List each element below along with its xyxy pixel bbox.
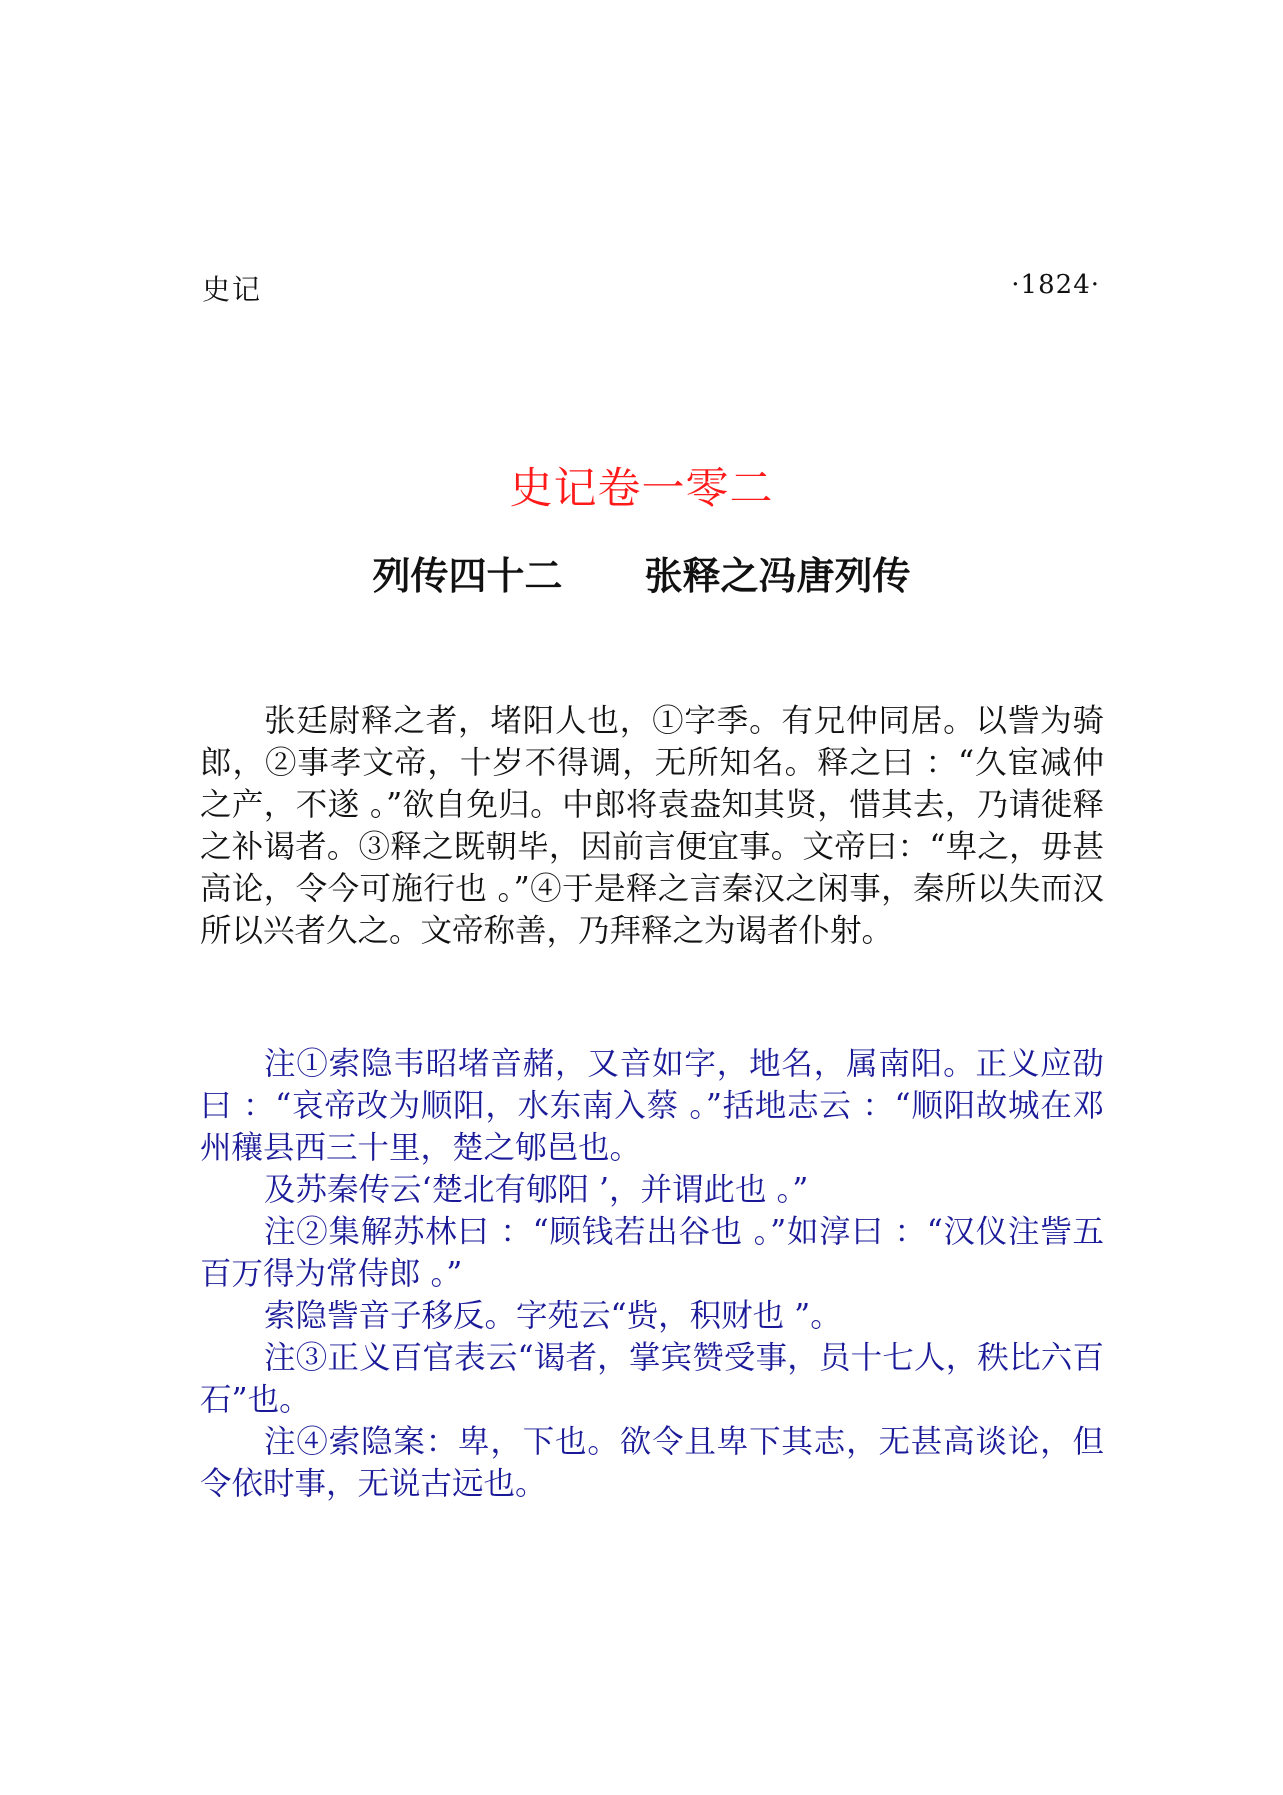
note-3: 注③正义百官表云“谒者，掌宾赞受事，员十七人，秩比六百石”也。 <box>200 1340 1104 1418</box>
chapter-name: 张释之冯唐列传 <box>644 554 911 598</box>
annotations <box>200 1043 1104 1505</box>
running-header <box>202 268 1100 308</box>
book-title: 史记 <box>202 273 263 306</box>
note-4: 注④索隐案：卑，下也。欲令且卑下其志，无甚高谈论，但令依时事，无说古远也。 <box>200 1424 1104 1502</box>
chapter-subtitle <box>0 545 1283 600</box>
note-1: 注①索隐韦昭堵音赭，又音如字，地名，属南阳。正义应劭曰 ：“哀帝改为顺阳，水东南入蔡 。”括地志云 ：“顺阳故城在邓州穰县西三十里，楚之郇邑也。 <box>200 1046 1104 1166</box>
note-1-continued: 及苏秦传云‘楚北有郇阳 ’，并谓此也 。” <box>264 1172 809 1208</box>
main-paragraph: 张廷尉释之者，堵阳人也，①字季。有兄仲同居。以訾为骑郎，②事孝文帝，十岁不得调，无所知名。释之曰 ：“久宦减仲之产，不遂 。”欲自免归。中郎将袁盎知其贤，惜其去，乃请徙释之补谒者。③释之既朝毕，因前言便宜事。文帝曰：“卑之，毋甚高论，令今可施行也 。”④于是释之言秦汉之闲事，秦所以失而汉所以兴者久之。文帝称善，乃拜释之为谒者仆射。 <box>200 703 1104 949</box>
biography-number: 列传四十二 <box>372 554 563 598</box>
volume-title: 史记卷一零二 <box>509 464 774 514</box>
page-number: ·1824· <box>1011 270 1100 300</box>
note-2: 注②集解苏林曰 ：“顾钱若出谷也 。”如淳曰 ：“汉仪注訾五百万得为常侍郎 。” <box>200 1214 1104 1292</box>
note-2-continued: 索隐訾音子移反。字苑云“赀，积财也 ”。 <box>264 1298 842 1334</box>
